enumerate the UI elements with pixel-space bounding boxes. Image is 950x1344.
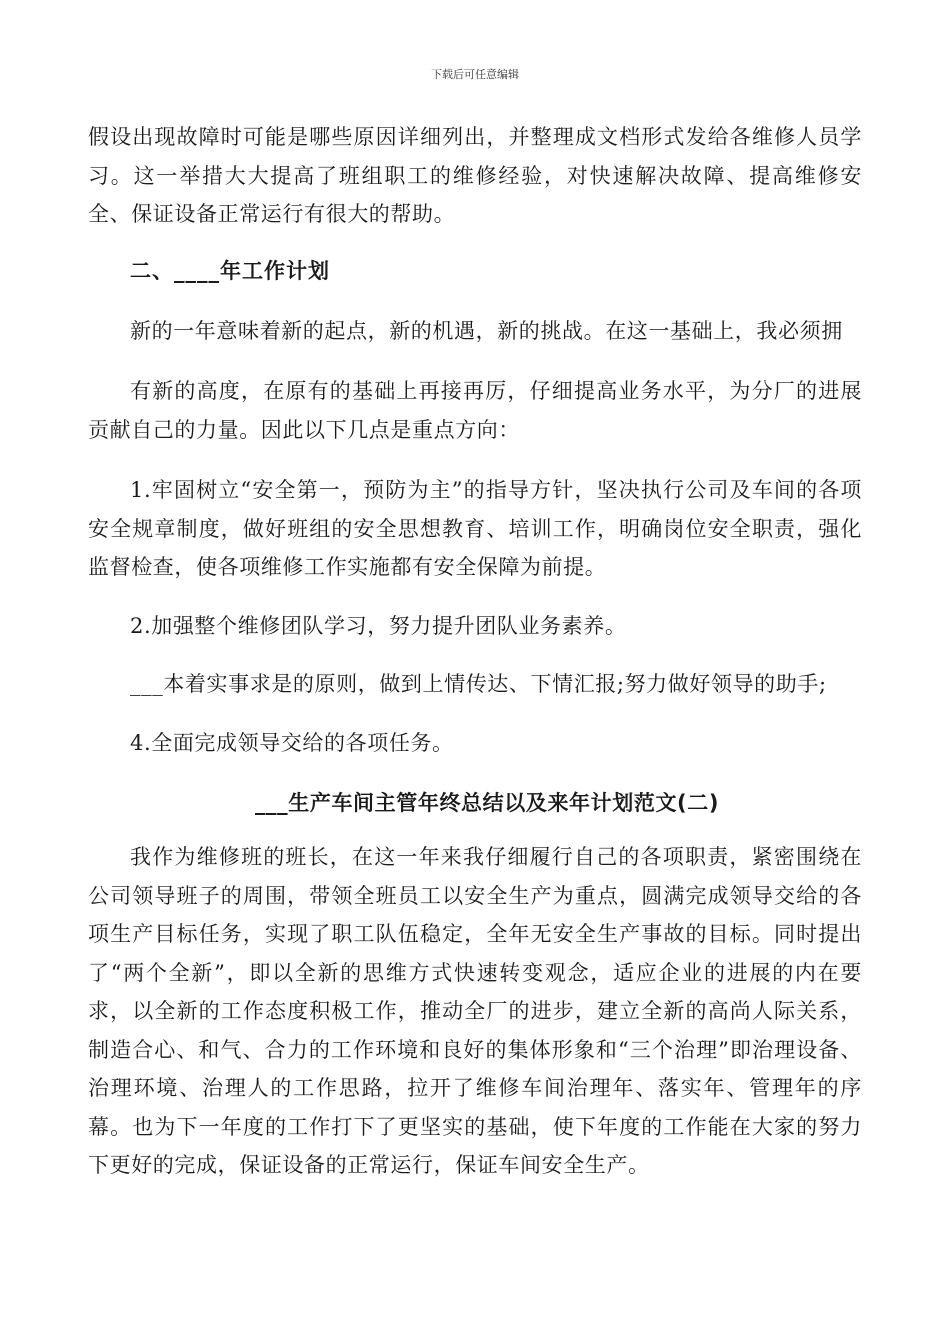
paragraph-new-height: 有新的高度，在原有的基础上再接再厉，仔细提高业务水平，为分厂的进展贡献自己的力量。因此以下几点是重点方向： <box>88 379 862 442</box>
paragraph-summary: 我作为维修班的班长，在这一年来我仔细履行自己的各项职责，紧密围绕在公司领导班子的周围，带领全班员工以安全生产为重点，圆满完成领导交给的各项生产目标任务，实现了职工队伍稳定，全年无安全生产事故的目标。同时提出了“两个全新”，即以全新的思维方式快速转变观念，适应企业的进展的内在要求，以全新的工作态度积极工作，推动全厂的进步，建立全新的高尚人际关系，制造合心、和气、合力的工作环境和良好的集体形象和“三个治理”即治理设备、治理环境、治理人的工作思路，拉开了维修车间治理年、落实年、管理年的序幕。也为下一年度的工作打下了更坚实的基础，使下年度的工作能在大家的努力下更好的完成，保证设备的正常运行，保证车间安全生产。 <box>88 845 862 1177</box>
page-header: 下载后可任意编辑 <box>431 68 519 81</box>
paragraph-intro: 假设出现故障时可能是哪些原因详细列出，并整理成文档形式发给各维修人员学习。这一举措大大提高了班组职工的维修经验，对快速解决故障、提高维修安全、保证设备正常运行有很大的帮助。 <box>88 125 862 226</box>
list-item-2: 2.加强整个维修团队学习，努力提升团队业务素养。 <box>130 613 627 638</box>
list-item-3: ___本着实事求是的原则，做到上情传达、下情汇报;努力做好领导的助手; <box>130 672 827 696</box>
section-title-2: ___生产车间主管年终总结以及来年计划范文(二) <box>254 791 720 815</box>
list-item-4: 4.全面完成领导交给的各项任务。 <box>130 730 454 755</box>
paragraph-new-year: 新的一年意味着新的起点，新的机遇，新的挑战。在这一基础上，我必须拥 <box>130 318 843 343</box>
list-item-1: 1.牢固树立“安全第一，预防为主”的指导方针，坚决执行公司及车间的各项安全规章制度，做好班组的安全思想教育、培训工作，明确岗位安全职责，强化监督检查，使各项维修工作实施都有安全保障为前提。 <box>88 478 862 579</box>
section-heading-work-plan: 二、____年工作计划 <box>130 258 330 283</box>
document-body <box>88 118 862 1185</box>
